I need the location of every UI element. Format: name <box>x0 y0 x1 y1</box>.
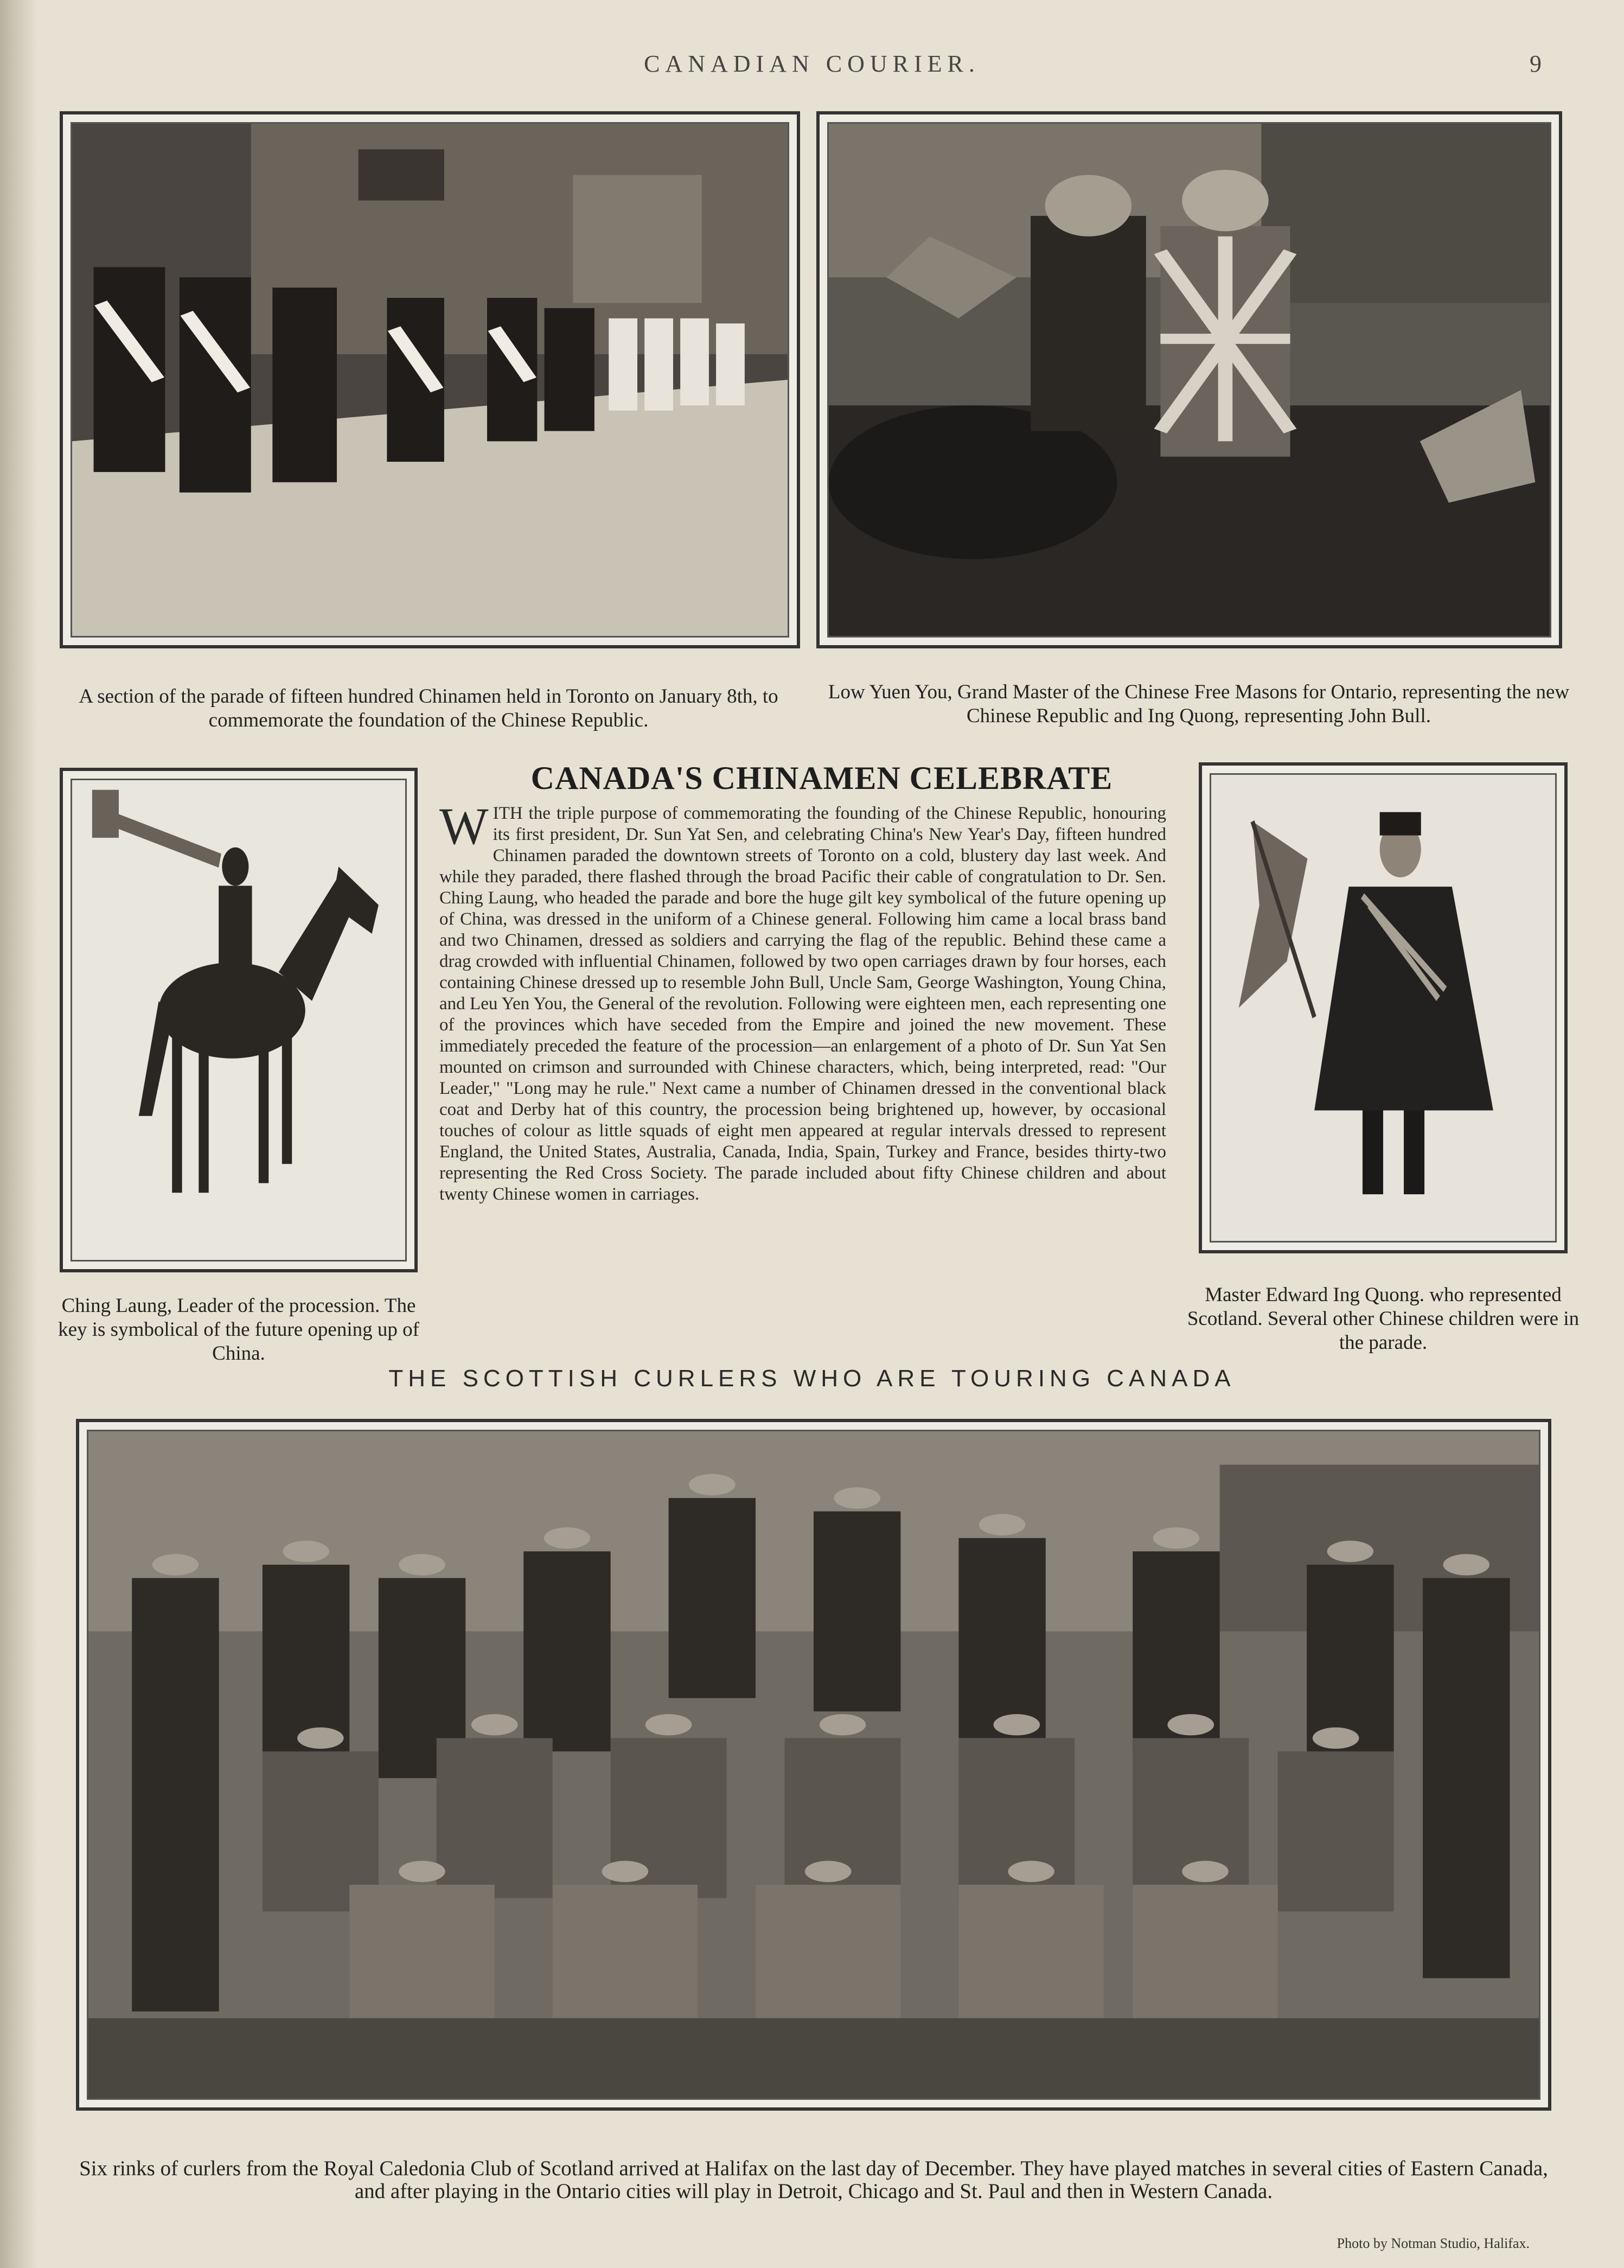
carriage-photo-frame <box>816 111 1562 648</box>
article-body <box>439 803 1166 1378</box>
parade-photo-frame <box>60 111 800 648</box>
carriage-photo <box>827 122 1551 638</box>
horseman-photo-frame <box>60 768 418 1272</box>
child-photo <box>1210 773 1557 1243</box>
parade-caption: A section of the parade of fifteen hundred Chinamen held in Toronto on January 8th, to commemorate the foundation of the Chinese Republic. <box>79 685 778 731</box>
publication-header: CANADIAN COURIER. <box>644 50 980 77</box>
page-edge <box>0 0 38 2268</box>
article-text: ITH the triple purpose of commemorating the founding of the Chinese Republic, honouring its first president, Dr. Sun Yat Sen, and celebrating China's New Year's Day, fifteen hundred Chinamen paraded the downtown streets of Toronto on a cold, blustery day last week. And while they paraded, there flashed through the broad Pacific their cable of congratulation to Dr. Sen. Ching Laung, who headed the parade and bore the huge gilt key symbolical of the future opening up of China, was dressed in the uniform of a Chinese general. Following him came a local brass band and two Chinamen, dressed as soldiers and carrying the flag of the republic. Behind these came a drag crowded with influential Chinamen, followed by two open carriages drawn by four horses, each containing Chinese dressed up to resemble John Bull, Uncle Sam, George Washington, Young China, and Leu Yen You, the General of the revolution. Following were eighteen men, each representing one of the provinces which have seceded from the Empire and joined the new movement. These immediately preceded the feature of the procession—an enlargement of a photo of Dr. Sun Yat Sen mounted on crimson and surrounded with Chinese characters, which, being interpreted, read: "Our Leader," "Long may he rule." Next came a number of Chinamen dressed in the conventional black coat and Derby hat of this country, the procession being brightened up, however, by occasional touches of colour as little squads of eight men appeared at regular intervals dressed to represent England, the United States, Australia, Canada, India, Spain, Turkey and France, besides thirty-two representing the Red Cross Society. The parade included about fifty Chinese children and about twenty Chinese women in carriages. <box>439 804 1166 1204</box>
horseman-photo <box>71 779 407 1262</box>
horseman-caption: Ching Laung, Leader of the procession. The key is symbolical of the future opening up of China. <box>58 1295 419 1365</box>
article-drop-cap: W <box>439 803 489 855</box>
curlers-photo <box>87 1430 1540 2100</box>
photo-credit: Photo by Notman Studio, Halifax. <box>1337 2235 1530 2251</box>
page-number: 9 <box>1530 50 1542 77</box>
child-photo-frame <box>1199 762 1568 1253</box>
curlers-photo-frame <box>76 1419 1551 2111</box>
section-title: THE SCOTTISH CURLERS WHO ARE TOURING CANADA <box>388 1365 1236 1392</box>
parade-photo <box>71 122 789 638</box>
child-caption: Master Edward Ing Quong. who represented Scotland. Several other Chinese children were in the parade. <box>1187 1284 1580 1354</box>
carriage-caption: Low Yuen You, Grand Master of the Chinese Free Masons for Ontario, representing the new Chinese Republic and Ing Quong, representing John Bull. <box>828 681 1570 727</box>
article-title: CANADA'S CHINAMEN CELEBRATE <box>530 760 1113 796</box>
curlers-caption: Six rinks of curlers from the Royal Caledonia Club of Scotland arrived at Halifax on the last day of December. They have played matches in several cities of Eastern Canada, and after playing in the Ontario cities will play in Detroit, Chicago and St. Paul and then in Western Canada. <box>79 2157 1548 2203</box>
